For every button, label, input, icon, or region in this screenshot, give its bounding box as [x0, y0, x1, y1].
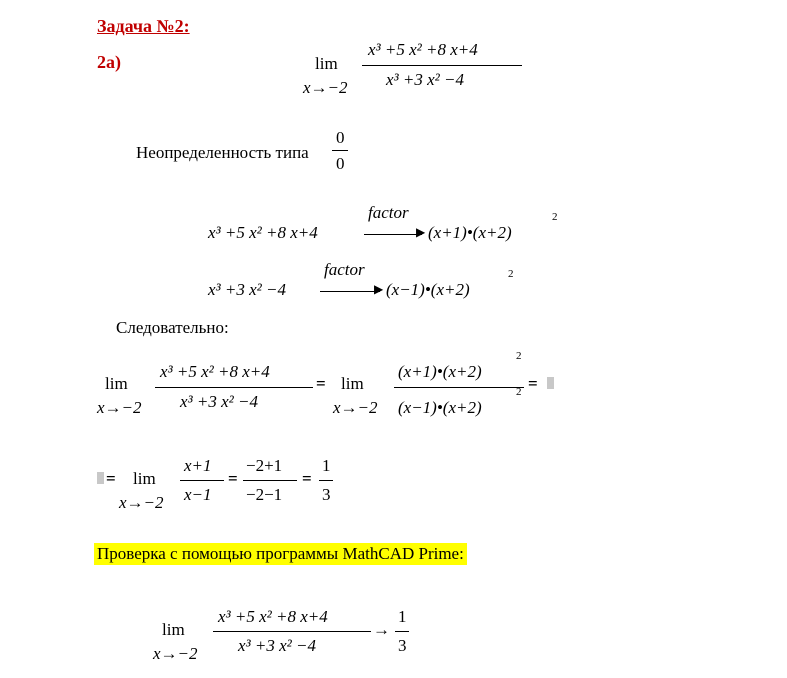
problem-fraction-bar: [362, 65, 522, 66]
problem-lim-sub: x→−2: [303, 78, 348, 97]
factor2-right: (x−1)•(x+2): [386, 280, 470, 299]
step2-result-num: 1: [322, 456, 331, 475]
indeterminate-num: 0: [336, 128, 345, 147]
problem-lim: lim: [315, 54, 338, 73]
check-result-bar: [395, 631, 409, 632]
factor2-keyword: factor: [324, 260, 365, 279]
step1-sub: x→−2: [97, 398, 142, 417]
step2-result-bar: [319, 480, 333, 481]
step2-denominator2: −2−1: [246, 485, 283, 504]
step2-eq: =: [106, 469, 116, 488]
factor1-arrow-line: [364, 234, 422, 235]
step2-denominator: x−1: [184, 485, 212, 504]
step1-sub2: x→−2: [333, 398, 378, 417]
check-result-den: 3: [398, 636, 407, 655]
step1-placeholder: [547, 377, 554, 389]
problem-numerator: x³ +5 x² +8 x+4: [368, 40, 478, 59]
step1-num2-exp: 2: [516, 350, 522, 362]
step2-numerator2: −2+1: [246, 456, 283, 475]
factor1-arrow-head: ▶: [416, 225, 426, 239]
step1-den2-exp: 2: [516, 386, 522, 398]
step1-eq: =: [316, 374, 326, 393]
step2-numerator: x+1: [184, 456, 212, 475]
step2-eq3: =: [302, 469, 312, 488]
step1-numerator2: (x+1)•(x+2): [398, 362, 482, 381]
problem-denominator: x³ +3 x² −4: [386, 70, 464, 89]
indeterminate-text: Неопределенность типа: [136, 143, 309, 162]
check-arrow: →: [373, 620, 390, 639]
step1-bar: [155, 387, 313, 388]
task-title: Задача №2:: [97, 16, 190, 36]
step1-bar2: [394, 387, 524, 388]
factor2-arrow-line: [320, 291, 380, 292]
step1-numerator: x³ +5 x² +8 x+4: [160, 362, 270, 381]
consequently-text: Следовательно:: [116, 318, 229, 337]
step2-lim: lim: [133, 469, 156, 488]
step1-denominator: x³ +3 x² −4: [180, 392, 258, 411]
factor2-left: x³ +3 x² −4: [208, 280, 286, 299]
factor1-exp: 2: [552, 211, 558, 223]
indeterminate-den: 0: [336, 154, 345, 173]
step2-bar: [180, 480, 224, 481]
step2-bar2: [243, 480, 297, 481]
check-sub: x→−2: [153, 644, 198, 663]
check-heading: Проверка с помощью программы MathCAD Prime:: [94, 543, 467, 565]
check-numerator: x³ +5 x² +8 x+4: [218, 607, 328, 626]
factor2-exp: 2: [508, 268, 514, 280]
step2-eq2: =: [228, 469, 238, 488]
check-bar: [213, 631, 371, 632]
factor1-left: x³ +5 x² +8 x+4: [208, 223, 318, 242]
step2-sub: x→−2: [119, 493, 164, 512]
step1-eq2: =: [528, 374, 538, 393]
factor1-right: (x+1)•(x+2): [428, 223, 512, 242]
step2-result-den: 3: [322, 485, 331, 504]
factor2-arrow-head: ▶: [374, 282, 384, 296]
factor1-keyword: factor: [368, 203, 409, 222]
step1-denominator2: (x−1)•(x+2): [398, 398, 482, 417]
indeterminate-bar: [332, 150, 348, 151]
step1-lim: lim: [105, 374, 128, 393]
step2-placeholder: [97, 472, 104, 484]
part-label: 2а): [97, 52, 121, 72]
check-denominator: x³ +3 x² −4: [238, 636, 316, 655]
step1-lim2: lim: [341, 374, 364, 393]
check-lim: lim: [162, 620, 185, 639]
check-result-num: 1: [398, 607, 407, 626]
